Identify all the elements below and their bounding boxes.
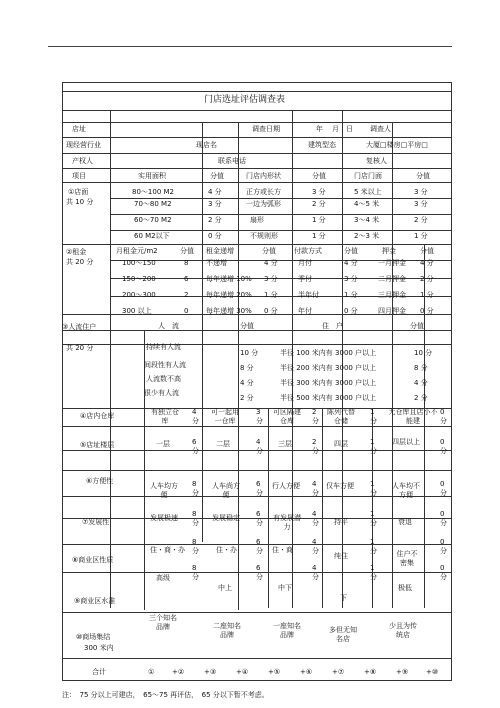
rent-cell: 1 分 xyxy=(264,291,278,299)
brand-option: 一座知名品牌 xyxy=(273,622,301,639)
grid-line xyxy=(110,230,452,231)
surveyor-label: 调查人 xyxy=(370,125,391,133)
sec4-label: ④店内仓库 xyxy=(80,412,115,420)
footnote: 注： 75 分以上可建店， 65～75 再评估， 65 分以下暂不考虑。 xyxy=(62,691,269,699)
rent-cell: 半年付 xyxy=(298,291,319,299)
area-score: 2 分 xyxy=(208,216,222,224)
grid-line xyxy=(62,470,452,471)
rent-head: 分值 xyxy=(420,247,434,255)
grade-option: 下 xyxy=(340,594,347,602)
grade-score: 1分 xyxy=(370,564,377,581)
grid-line xyxy=(451,82,452,681)
rent-head: 租金递增 xyxy=(206,247,234,255)
current-business-label: 现经营行业 xyxy=(66,141,101,149)
district-score: 8分 xyxy=(192,538,199,555)
grid-line xyxy=(62,122,452,123)
total-term: +⑨ xyxy=(396,668,409,676)
rent-cell: 年付 xyxy=(298,307,312,315)
top-rule xyxy=(48,46,452,47)
current-store-label: 现店名 xyxy=(196,141,217,149)
flow-option: 很少有人流 xyxy=(144,389,179,397)
grid-line xyxy=(268,408,269,608)
sec7-label: ⑦发展性 xyxy=(82,518,110,526)
shape-option: 扇形 xyxy=(250,216,264,224)
grid-line xyxy=(342,110,343,608)
grade-option: 极低 xyxy=(398,584,412,592)
grade-score: 4分 xyxy=(312,564,319,581)
rent-cell: 0 分 xyxy=(420,307,434,315)
rent-cell: 3 分 xyxy=(264,275,278,283)
access-option: 人车均不方便 xyxy=(392,482,420,499)
floor-option: 四层以上 xyxy=(392,438,420,446)
date-month: 月 xyxy=(332,125,339,133)
facade-option: 2～3 米 xyxy=(354,232,380,240)
rent-cell: 4 分 xyxy=(420,259,434,267)
shape-score: 1 分 xyxy=(312,216,326,224)
storage-score: 0分 xyxy=(440,408,447,425)
growth-option: 持平 xyxy=(334,518,348,526)
grid-line xyxy=(62,680,452,681)
rent-cell: 每年递增 30% xyxy=(206,307,252,315)
rent-head: 押金 xyxy=(382,247,396,255)
growth-option: 发展稳定 xyxy=(212,514,240,522)
area-score: 4 分 xyxy=(208,188,222,196)
facade-score: 1 分 xyxy=(414,232,428,240)
grid-line xyxy=(62,612,452,613)
growth-score: 0分 xyxy=(440,510,447,527)
shape-score: 1 分 xyxy=(312,232,326,240)
access-score: 4分 xyxy=(312,480,319,497)
access-score: 8分 xyxy=(192,480,199,497)
household-option: 半径 500 米内有 3000 户以上 xyxy=(280,394,377,402)
grid-line xyxy=(110,214,452,215)
rent-cell: 0 分 xyxy=(264,307,278,315)
facade-option: 4～5 米 xyxy=(354,200,380,208)
growth-score: 6分 xyxy=(256,510,263,527)
shape-score: 3 分 xyxy=(312,188,326,196)
rent-cell: 2 xyxy=(184,291,189,299)
grade-option: 高级 xyxy=(156,574,170,582)
sec3-total: 共 20 分 xyxy=(66,344,94,352)
area-score: 3 分 xyxy=(208,200,222,208)
floor-option: 四层 xyxy=(334,440,348,448)
contact-phone-label: 联系电话 xyxy=(218,157,246,165)
sec3-label: ③人流住户 xyxy=(62,323,97,331)
brand-option: 三个知名品牌 xyxy=(149,614,177,631)
flow-score: 10 分 xyxy=(240,349,259,357)
grid-line xyxy=(62,137,452,138)
sec10-sublabel: 300 米内 xyxy=(84,644,114,652)
total-term: +⑩ xyxy=(426,668,439,676)
grid-line xyxy=(62,426,452,427)
rent-cell: 季付 xyxy=(298,275,312,283)
household-score: 10 分 xyxy=(414,349,433,357)
total-term: +⑦ xyxy=(332,668,345,676)
grid-line xyxy=(62,182,452,183)
store-addr-label: 店址 xyxy=(72,125,86,133)
grid-line xyxy=(110,110,111,608)
flow-option: 间段性有人流 xyxy=(144,361,186,369)
grid-line xyxy=(238,122,239,610)
grid-line xyxy=(62,82,63,681)
rent-cell: 4 分 xyxy=(344,259,358,267)
household-score: 4 分 xyxy=(414,379,428,387)
area-option: 70～80 M2 xyxy=(134,200,172,208)
rent-cell: 6 xyxy=(184,275,189,283)
grade-score: 6分 xyxy=(256,564,263,581)
district-score: 0分 xyxy=(440,538,447,555)
grade-score: 8分 xyxy=(192,564,199,581)
shape-score: 2 分 xyxy=(312,200,326,208)
col-actual-area: 实用面积 xyxy=(138,172,166,180)
date-day: 日 xyxy=(346,125,353,133)
floor-score: 0分 xyxy=(440,438,447,455)
growth-option: 发展极速 xyxy=(150,514,178,522)
storage-option: 可区隔建仓库 xyxy=(273,408,301,425)
col-score: 分值 xyxy=(416,172,430,180)
rent-cell: 300 以上 xyxy=(122,307,152,315)
floor-score: 1分 xyxy=(370,438,377,455)
total-term: +⑥ xyxy=(300,668,313,676)
rent-cell: 0 xyxy=(184,307,189,315)
households-score-head: 分值 xyxy=(410,322,424,330)
reviewer-label: 复核人 xyxy=(366,157,387,165)
facade-score: 2 分 xyxy=(414,216,428,224)
flow-score: 2 分 xyxy=(240,394,254,402)
storage-score: 3分 xyxy=(256,408,263,425)
area-score: 0 分 xyxy=(208,232,222,240)
owner-label: 产权人 xyxy=(72,157,93,165)
rent-cell: 3 分 xyxy=(344,275,358,283)
floor-option: 三层 xyxy=(278,440,292,448)
district-option: 纯住 xyxy=(334,552,348,560)
flow-option: 人流数不高 xyxy=(146,375,181,383)
floor-option: 一层 xyxy=(156,440,170,448)
sec1-total: 共 10 分 xyxy=(66,198,94,206)
district-option: 住・办 xyxy=(216,546,237,554)
floor-option: 二层 xyxy=(216,440,230,448)
storage-score: 1分 xyxy=(370,408,377,425)
sec6-label: ⑥方便性 xyxy=(86,477,114,485)
household-option: 半径 300 米内有 3000 户以上 xyxy=(280,379,377,387)
access-score: 0分 xyxy=(440,480,447,497)
rent-head: 分值 xyxy=(262,247,276,255)
district-option: 住・商 xyxy=(272,546,293,554)
storage-score: 4分 xyxy=(192,408,199,425)
flow-score: 4 分 xyxy=(240,379,254,387)
grid-line xyxy=(62,91,452,92)
page-title: 门店选址评估调查表 xyxy=(204,95,286,105)
rent-cell: 4 分 xyxy=(264,259,278,267)
sec5-label: ⑤店址楼层 xyxy=(80,441,115,449)
flow-head: 人 流 xyxy=(158,322,179,330)
rent-cell: 三月押金 xyxy=(378,291,406,299)
grid-line xyxy=(62,82,452,83)
grid-line xyxy=(62,658,452,659)
growth-score: 8分 xyxy=(192,510,199,527)
total-term: +⑧ xyxy=(364,668,377,676)
area-option: 60 M2以下 xyxy=(134,232,170,240)
grid-line xyxy=(202,122,203,542)
grid-line xyxy=(62,244,452,245)
rent-cell: 0 分 xyxy=(344,307,358,315)
total-term: +③ xyxy=(204,668,217,676)
floor-score: 2分 xyxy=(312,438,319,455)
access-option: 人车均方便 xyxy=(150,482,178,499)
col-score: 分值 xyxy=(312,172,326,180)
grid-line xyxy=(62,168,452,169)
total-term: +④ xyxy=(236,668,249,676)
total-term: ① xyxy=(148,668,155,676)
area-option: 60～70 M2 xyxy=(134,216,172,224)
district-option: 住・商・办 xyxy=(150,546,185,554)
growth-option: 有发展潜力 xyxy=(273,514,301,531)
rent-cell: 一月押金 xyxy=(378,259,406,267)
growth-score: 4分 xyxy=(312,510,319,527)
brand-option: 少且为传统店 xyxy=(389,622,417,639)
grid-line xyxy=(62,153,452,154)
storage-option: 无仓库且店小不能建 xyxy=(388,408,438,425)
floor-score: 4分 xyxy=(256,438,263,455)
brand-option: 二座知名品牌 xyxy=(213,622,241,639)
sec1-label: ①店面 xyxy=(68,188,89,196)
sec10-label: ⑩商场集结 xyxy=(76,633,111,641)
storage-option: 陈列代替仓储 xyxy=(327,408,355,425)
district-option: 住户不密集 xyxy=(396,550,418,567)
rent-cell: 2 分 xyxy=(420,275,434,283)
rent-cell: 每年递增 10% xyxy=(206,275,252,283)
building-type-label: 建筑型态 xyxy=(308,141,336,149)
grade-option: 中下 xyxy=(278,584,292,592)
grid-line xyxy=(144,330,145,610)
district-score: 6分 xyxy=(256,538,263,555)
growth-option: 衰退 xyxy=(398,518,412,526)
grid-line xyxy=(62,330,452,331)
col-score: 分值 xyxy=(210,172,224,180)
rent-cell: 四月押金 xyxy=(378,307,406,315)
sec2-total: 共 20 分 xyxy=(66,258,94,266)
facade-score: 3 分 xyxy=(414,188,428,196)
rent-head: 月租金元/m2 xyxy=(116,247,158,255)
grade-score: 0分 xyxy=(440,564,447,581)
grid-line xyxy=(110,198,452,199)
grid-line xyxy=(62,110,452,111)
sec8-label: ⑧商业区性质 xyxy=(72,556,114,564)
access-option: 仅车方便 xyxy=(326,482,354,490)
household-option: 半径 100 米内有 3000 户以上 xyxy=(280,349,377,357)
sec9-label: ⑨商业区水准 xyxy=(74,597,116,605)
rent-cell: 不递增 xyxy=(206,259,227,267)
access-score: 6分 xyxy=(256,480,263,497)
facade-option: 3～4 米 xyxy=(354,216,380,224)
floor-score: 6分 xyxy=(192,438,199,455)
rent-cell: 1 分 xyxy=(344,291,358,299)
survey-date-label: 调查日期 xyxy=(252,125,280,133)
grid-line xyxy=(392,122,393,608)
brand-option: 多但无知名店 xyxy=(329,626,357,643)
rent-head: 分值 xyxy=(344,247,358,255)
rent-cell: 8 xyxy=(184,259,189,267)
grade-option: 中上 xyxy=(218,584,232,592)
grid-line xyxy=(322,408,323,608)
date-year: 年 xyxy=(316,125,323,133)
grid-line xyxy=(292,110,293,608)
growth-score: 1分 xyxy=(370,510,377,527)
total-label: 合计 xyxy=(92,668,106,676)
grid-line xyxy=(62,344,452,345)
rent-cell: 二月押金 xyxy=(378,275,406,283)
household-score: 8 分 xyxy=(414,364,428,372)
rent-head: 分值 xyxy=(180,247,194,255)
household-score: 2 分 xyxy=(414,394,428,402)
rent-cell: 1 分 xyxy=(420,291,434,299)
total-term: +⑤ xyxy=(268,668,281,676)
access-option: 人车尚方便 xyxy=(212,482,240,499)
shape-option: 不规则形 xyxy=(250,232,278,240)
sec2-label: ②租金 xyxy=(66,248,87,256)
rent-cell: 月付 xyxy=(298,259,312,267)
facade-score: 3 分 xyxy=(414,200,428,208)
flow-score: 8 分 xyxy=(240,364,254,372)
storage-score: 2分 xyxy=(312,408,319,425)
rent-cell: 每年递增 20% xyxy=(206,291,252,299)
households-head: 住 户 xyxy=(322,322,343,330)
flow-score-head: 分值 xyxy=(240,322,254,330)
rent-cell: 150～200 xyxy=(122,275,156,283)
shape-option: 一边为弧形 xyxy=(246,200,281,208)
col-shape: 门店内形状 xyxy=(246,172,281,180)
building-type-options: 大厦□楼房□平房□ xyxy=(366,141,428,149)
rent-cell: 200～300 xyxy=(122,291,156,299)
total-term: +② xyxy=(172,668,185,676)
household-option: 半径 200 米内有 3000 户以上 xyxy=(280,364,377,372)
access-option: 行人方便 xyxy=(272,482,300,490)
flow-option: 持续有人流 xyxy=(146,343,181,351)
facade-option: 5 米以上 xyxy=(354,188,382,196)
access-score: 1分 xyxy=(370,480,377,497)
district-score: 4分 xyxy=(312,538,319,555)
col-item: 项目 xyxy=(72,172,86,180)
rent-cell: 100～150 xyxy=(122,259,156,267)
area-option: 80～100 M2 xyxy=(132,188,174,196)
storage-option: 可一起用一仓库 xyxy=(211,408,239,425)
district-score: 1分 xyxy=(370,538,377,555)
shape-option: 正方或长方 xyxy=(246,188,281,196)
col-facade: 门店门面 xyxy=(354,172,382,180)
storage-option: 有独立仓库 xyxy=(151,408,179,425)
rent-head: 付款方式 xyxy=(294,247,322,255)
